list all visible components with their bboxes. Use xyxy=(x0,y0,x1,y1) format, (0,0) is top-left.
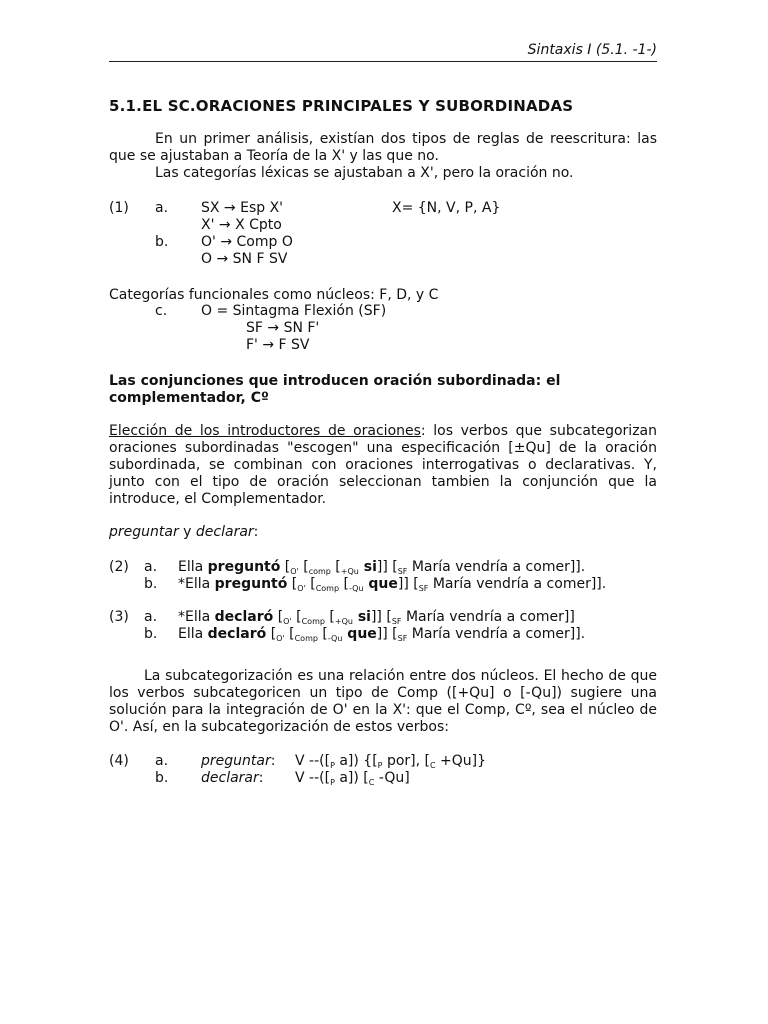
subscript: C xyxy=(429,761,436,770)
rule-line: O = Sintagma Flexión (SF) xyxy=(201,303,387,319)
running-header: Sintaxis I (5.1. -1-) xyxy=(109,42,657,62)
subscript: O' xyxy=(297,584,306,593)
subcategorization-paragraph: La subcategorización es una relación entre dos núcleos. El hecho de que los verbos subcategoricen un tipo de Comp ([+Qu] o [-Qu]) sugiere una solución para la integración de O' en la X': que el Comp, Cº, sea el núcleo de O'. Así, en la subcategorización de estos verbos: xyxy=(109,668,657,735)
verb-bold: declaró xyxy=(207,626,267,642)
subcategorization-frame xyxy=(295,753,486,770)
intro-paragraph: En un primer análisis, existían dos tipos de reglas de reescritura: las que se ajustaban a Teoría de la X' y las que no. xyxy=(109,131,657,164)
verb-term: declarar xyxy=(201,770,259,786)
eleccion-text: : los verbos que subcategorizan oraciones subordinadas "escogen" una especificación [±Qu] de la oración subordinada, se combinan con oraciones interrogativas o declarativas. Y, junto con el tipo de oración seleccionan tambien la conjunción que la introduce, el Complementador. xyxy=(109,423,657,507)
colon: : xyxy=(270,753,276,769)
bracket: [ xyxy=(287,576,298,592)
example-sentence xyxy=(178,626,585,643)
example-number: (4) xyxy=(109,753,129,769)
example-sentence xyxy=(178,559,585,576)
verb-label xyxy=(201,753,275,770)
sentence-text: María vendría a comer]]. xyxy=(428,576,607,592)
rule-line: O → SN F SV xyxy=(201,251,288,267)
rule-line: SF → SN F' xyxy=(246,320,320,336)
bracket: [ xyxy=(324,609,335,625)
frame-text: V --([ xyxy=(295,770,331,786)
frame-text: -Qu] xyxy=(374,770,410,786)
rule-line: F' → F SV xyxy=(246,337,310,353)
subscript: P xyxy=(330,778,335,787)
bracket: [ xyxy=(284,626,295,642)
x-set: X= {N, V, P, A} xyxy=(392,200,501,216)
verb-label xyxy=(201,770,263,787)
verb-bold: preguntó xyxy=(214,576,288,592)
verb-term: preguntar xyxy=(109,524,179,540)
complementizer: que xyxy=(363,576,398,592)
bracket: ]] [ xyxy=(397,576,419,592)
intro-paragraph-2: Las categorías léxicas se ajustaban a X', pero la oración no. xyxy=(155,165,574,181)
complementizer: si xyxy=(352,609,371,625)
subscript: SF xyxy=(397,567,408,576)
example-label-c: c. xyxy=(155,303,168,319)
example-number: (2) xyxy=(109,559,129,575)
subscript: O' xyxy=(283,617,292,626)
sentence-text: *Ella xyxy=(178,576,215,592)
sentence-text: *Ella xyxy=(178,609,215,625)
subscript: P xyxy=(377,761,383,770)
subscript: O' xyxy=(290,567,299,576)
functional-categories-line: Categorías funcionales como núcleos: F, D, y C xyxy=(109,287,439,303)
bracket: [ xyxy=(298,559,309,575)
example-label-b: b. xyxy=(144,626,158,642)
subscript: +Qu xyxy=(334,617,353,626)
example-label-b: b. xyxy=(155,234,169,250)
bracket: [ xyxy=(305,576,316,592)
subscript: +Qu xyxy=(340,567,359,576)
frame-text: por], [ xyxy=(382,753,430,769)
bracket: [ xyxy=(317,626,328,642)
complementizer: si xyxy=(358,559,377,575)
bracket: [ xyxy=(339,576,349,592)
subscript: SF xyxy=(418,584,429,593)
bracket: [ xyxy=(273,609,284,625)
subscript: -Qu xyxy=(327,634,343,643)
frame-text: V --([ xyxy=(295,753,331,769)
bracket: [ xyxy=(330,559,341,575)
sentence-text: María vendría a comer]] xyxy=(401,609,575,625)
example-label-a: a. xyxy=(155,200,169,216)
conjunction-heading: Las conjunciones que introducen oración subordinada: el complementador, Cº xyxy=(109,373,561,406)
bracket: ]] [ xyxy=(376,626,398,642)
bracket: [ xyxy=(291,609,302,625)
rule-line: X' → X Cpto xyxy=(201,217,282,233)
example-label-b: b. xyxy=(155,770,169,786)
bracket: [ xyxy=(280,559,291,575)
subscript: Comp xyxy=(315,584,340,593)
rule-line: SX → Esp X' xyxy=(201,200,284,216)
sentence-text: María vendría a comer]]. xyxy=(407,626,586,642)
example-label-b: b. xyxy=(144,576,158,592)
eleccion-paragraph xyxy=(109,423,657,508)
subscript: SF xyxy=(397,634,408,643)
example-label-a: a. xyxy=(144,609,158,625)
verbs-line xyxy=(109,524,258,541)
subscript: Comp xyxy=(294,634,318,643)
bracket: ]] [ xyxy=(376,559,398,575)
connector: y xyxy=(178,524,196,540)
verb-term: declarar xyxy=(195,524,254,540)
example-label-a: a. xyxy=(144,559,158,575)
sentence-text: Ella xyxy=(178,559,208,575)
example-sentence xyxy=(178,576,606,593)
example-sentence xyxy=(178,609,575,626)
subscript: SF xyxy=(391,617,402,626)
frame-text: +Qu]} xyxy=(435,753,487,769)
eleccion-term: Elección de los introductores de oraciones xyxy=(109,423,421,439)
subscript: C xyxy=(368,778,375,787)
subscript: Comp xyxy=(301,617,325,626)
verb-bold: preguntó xyxy=(207,559,281,575)
colon: : xyxy=(253,524,259,540)
frame-text: a]) [ xyxy=(334,770,369,786)
subscript: P xyxy=(330,761,335,770)
colon: : xyxy=(258,770,264,786)
bracket: ]] [ xyxy=(370,609,392,625)
example-number: (1) xyxy=(109,200,129,216)
frame-text: a]) {[ xyxy=(334,753,378,769)
sentence-text: María vendría a comer]]. xyxy=(407,559,586,575)
subscript: comp xyxy=(308,567,331,576)
subscript: O' xyxy=(276,634,285,643)
complementizer: que xyxy=(342,626,377,642)
subscript: -Qu xyxy=(348,584,364,593)
rule-line: O' → Comp O xyxy=(201,234,293,250)
subcategorization-frame xyxy=(295,770,410,787)
verb-bold: declaró xyxy=(214,609,274,625)
section-title: 5.1.EL SC.ORACIONES PRINCIPALES Y SUBORDINADAS xyxy=(109,97,574,115)
example-number: (3) xyxy=(109,609,129,625)
example-label-a: a. xyxy=(155,753,169,769)
verb-term: preguntar xyxy=(201,753,271,769)
sentence-text: Ella xyxy=(178,626,208,642)
bracket: [ xyxy=(266,626,277,642)
